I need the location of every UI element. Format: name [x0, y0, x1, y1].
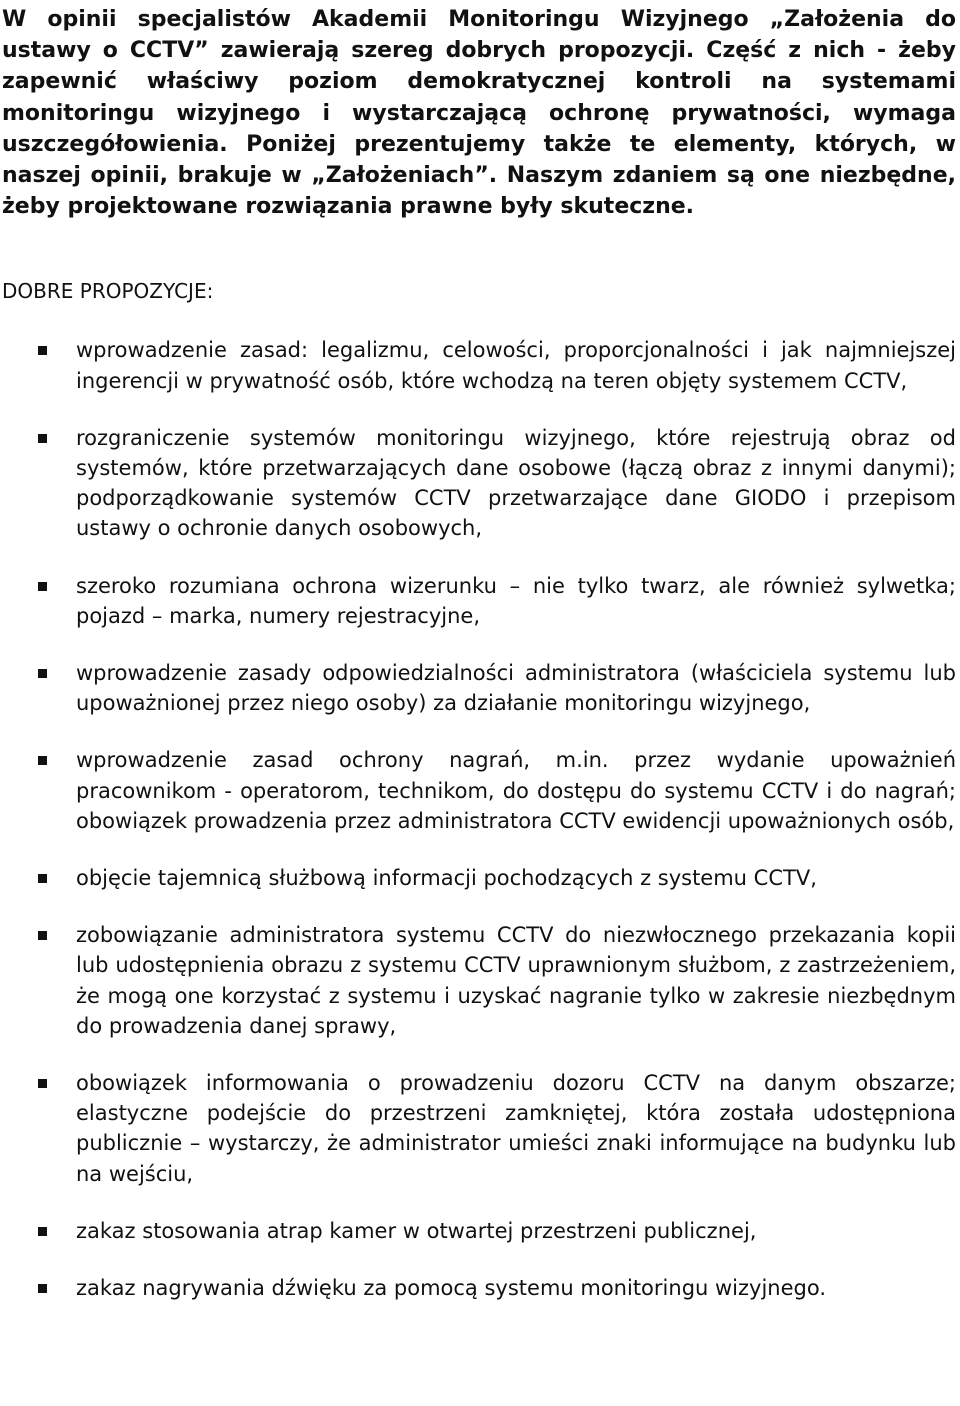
list-item-text: zakaz stosowania atrap kamer w otwartej przestrzeni publicznej,	[76, 1218, 757, 1243]
list-item-text: objęcie tajemnicą służbową informacji pochodzących z systemu CCTV,	[76, 866, 817, 891]
list-item	[2, 1216, 956, 1246]
proposal-list	[2, 335, 956, 1303]
square-bullet-icon	[38, 756, 47, 765]
list-item-text: wprowadzenie zasad ochrony nagrań, m.in. przez wydanie upoważnień pracownikom - operatorom, technikom, do dostępu do systemu CCTV i do nagrań; obowiązek prowadzenia przez administratora CCTV ewidencji upoważnionych osób,	[76, 748, 956, 833]
square-bullet-icon	[38, 582, 47, 591]
square-bullet-icon	[38, 434, 47, 443]
list-item-text: rozgraniczenie systemów monitoringu wizyjnego, które rejestrują obraz od systemów, które przetwarzających dane osobowe (łączą obraz z innymi danymi); podporządkowanie systemów CCTV przetwarzające dane GIODO i przepisom ustawy o ochronie danych osobowych,	[76, 425, 956, 541]
section-heading: DOBRE PROPOZYCJE:	[2, 279, 214, 304]
square-bullet-icon	[38, 1284, 47, 1293]
list-item	[2, 658, 956, 718]
list-item	[2, 423, 956, 544]
list-item-text: zakaz nagrywania dźwięku za pomocą systemu monitoringu wizyjnego.	[76, 1276, 827, 1301]
square-bullet-icon	[38, 669, 47, 678]
list-item	[2, 1273, 956, 1303]
list-item-text: wprowadzenie zasad: legalizmu, celowości, proporcjonalności i jak najmniejszej ingerencji w prywatność osób, które wchodzą na teren objęty systemem CCTV,	[76, 338, 956, 393]
list-item	[2, 1068, 956, 1189]
list-item	[2, 920, 956, 1041]
list-item-text: zobowiązanie administratora systemu CCTV do niezwłocznego przekazania kopii lub udostępnienia obrazu z systemu CCTV uprawnionym służbom, z zastrzeżeniem, że mogą one korzystać z systemu i uzyskać nagranie tylko w zakresie niezbędnym do prowadzenia danej sprawy,	[76, 923, 956, 1038]
list-item-text: obowiązek informowania o prowadzeniu dozoru CCTV na danym obszarze; elastyczne podejście do przestrzeni zamkniętej, która została udostępniona publicznie – wystarczy, że administrator umieści znaki informujące na budynku lub na wejściu,	[76, 1071, 956, 1186]
square-bullet-icon	[38, 346, 47, 355]
square-bullet-icon	[38, 874, 47, 883]
list-item	[2, 745, 956, 836]
list-item	[2, 335, 956, 395]
list-item	[2, 571, 956, 631]
intro-paragraph: W opinii specjalistów Akademii Monitoringu Wizyjnego „Założenia do ustawy o CCTV” zawierają szereg dobrych propozycji. Część z nich - żeby zapewnić właściwy poziom demokratycznej kontroli na systemami monitoringu wizyjnego i wystarczającą ochronę prywatności, wymaga uszczegółowienia. Poniżej prezentujemy także te elementy, których, w naszej opinii, brakuje w „Założeniach”. Naszym zdaniem są one niezbędne, żeby projektowane rozwiązania prawne były skuteczne.	[2, 7, 956, 220]
list-item-text: wprowadzenie zasady odpowiedzialności administratora (właściciela systemu lub upoważnionej przez niego osoby) za działanie monitoringu wizyjnego,	[76, 661, 956, 716]
square-bullet-icon	[38, 931, 47, 940]
list-item-text: szeroko rozumiana ochrona wizerunku – nie tylko twarz, ale również sylwetka; pojazd – marka, numery rejestracyjne,	[76, 573, 956, 628]
square-bullet-icon	[38, 1079, 47, 1088]
square-bullet-icon	[38, 1227, 47, 1236]
list-item	[2, 863, 956, 893]
